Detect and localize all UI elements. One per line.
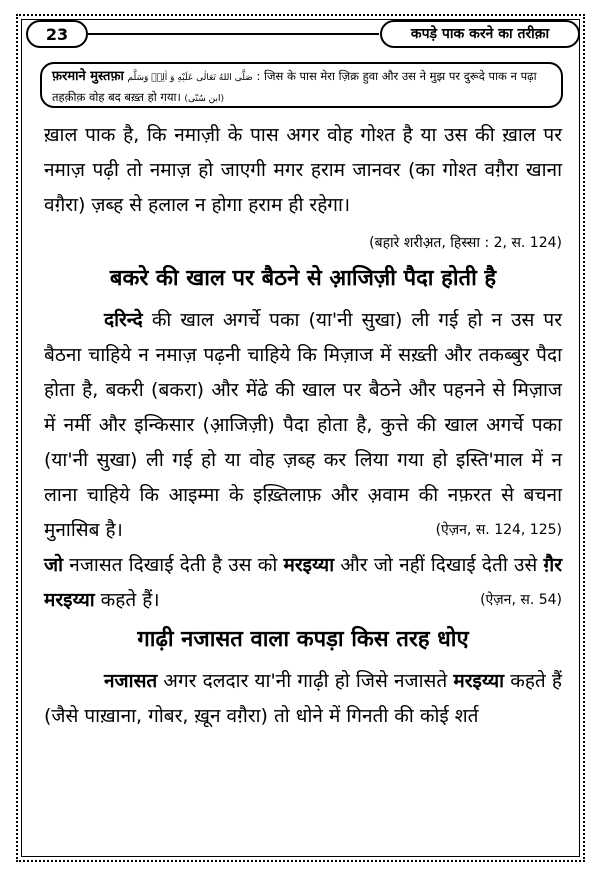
farman-box — [40, 62, 563, 108]
header-rule — [88, 33, 379, 35]
paragraph-1: ख़ाल पाक है, कि नमाज़ी के पास अगर वोह गोश्त है या उस की ख़ाल पर नमाज़ पढ़ी तो नमाज़ हो जाएगी मगर हराम जानवर (का गोश्त वग़ैरा खाना वग़ैरा) ज़ब्ह से हलाल न होगा हराम ही रहेगा। — [44, 124, 562, 216]
paragraph-3-text-b: और जो नहीं दिखाई देती उसे — [334, 554, 544, 576]
heading-2: गाढ़ी नजासत वाला कपड़ा किस तरह धोए — [137, 627, 469, 652]
paragraph-2-text: की खाल अगर्चे पका (या'नी सुखा) ली गई हो न उस पर बैठना चाहिये न नमाज़ पढ़नी चाहिये कि मिज़ाज में सख़्ती और तकब्बुर पैदा होता है, बकरी (बकरा) और मेंढे की खाल पर बैठने और पहनने से मिज़ाज में नर्मी और इन्किसार (आ़जिज़ी) पैदा होता है, कुत्ते की खाल अगर्चे पका (या'नी सुखा) ली गई हो या वोह ज़ब्ह कर लिया गया हो इस्ति'माल में न लाना चाहिये कि आइम्मा के इख़्तिलाफ़ और अ़वाम की नफ़रत से बचना मुनासिब है। — [44, 309, 562, 541]
paragraph-3-text-c: कहते हैं। — [94, 589, 160, 611]
paragraph-4-text-b: कहते हैं (जैसे पाख़ाना, गोबर, ख़ून वग़ैरा) तो धोने में गिनती की कोई शर्त — [44, 670, 563, 727]
paragraph-4-bold-a: मरइय्या — [453, 670, 505, 692]
running-title: कपड़े पाक करने का तरीक़ा — [380, 20, 580, 48]
paragraph-2 — [44, 303, 562, 548]
paragraph-2-lead: दरिन्दे — [104, 309, 143, 331]
reference-2: (ऐज़न, स. 124, 125) — [435, 522, 562, 538]
page-content — [44, 118, 562, 734]
paragraph-3 — [44, 548, 562, 618]
farman-source: (ابن سُنّی) — [184, 94, 225, 104]
paragraph-3-lead: जो — [44, 554, 64, 576]
farman-arabic: صَلَّى اللهُ تَعَالٰى عَلَيْهِ وَ اٰلِهٖ وَسَلَّم — [127, 73, 253, 83]
heading-1: बकरे की खाल पर बैठने से आ़जिज़ी पैदा होती है — [109, 266, 497, 291]
reference-1: (बहारे शरीअ़त, हिस्सा : 2, स. 124) — [369, 235, 562, 251]
paragraph-4 — [44, 664, 562, 734]
reference-3: (ऐज़न, स. 54) — [480, 592, 562, 608]
paragraph-3-bold-b: ग़ैर मरइय्या — [44, 554, 562, 611]
page-number: 23 — [26, 20, 88, 48]
farman-text: : जिस के पास मेरा ज़िक्र हुवा और उस ने मुझ पर दुरूदे पाक न पढ़ा तहक़ीक़ वोह बद बख़्त हो गया। — [52, 69, 537, 104]
paragraph-3-bold-a: मरइय्या — [283, 554, 335, 576]
paragraph-4-lead: नजासत — [104, 670, 158, 692]
farman-heading: फ़रमाने मुस्तफ़ा — [52, 69, 124, 84]
paragraph-4-text-a: अगर दलदार या'नी गाढ़ी हो जिसे नजासते — [157, 670, 454, 692]
paragraph-3-text-a: नजासत दिखाई देती है उस को — [63, 554, 284, 576]
